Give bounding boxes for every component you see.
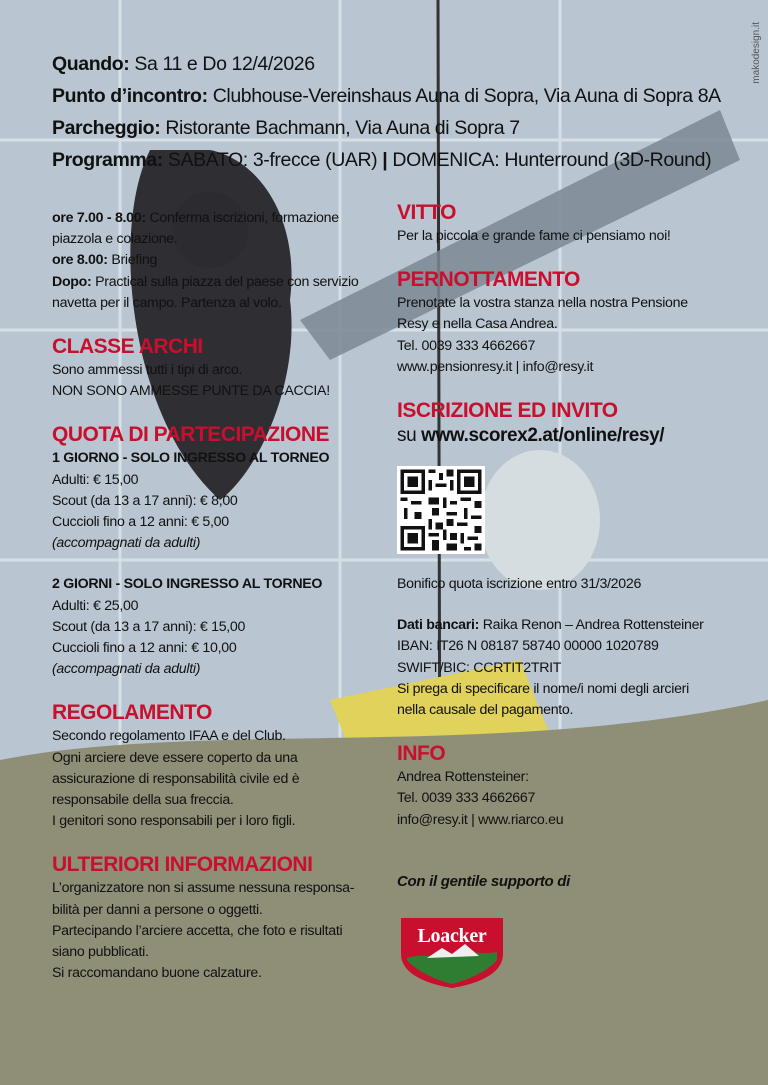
loacker-logo-text: Loacker [417,925,487,948]
when-value: Sa 11 e Do 12/4/2026 [134,53,315,75]
regolamento-line: I genitori sono responsabili per i loro figli. [52,813,296,830]
bonifico-deadline: Bonifico quota iscrizione entro 31/3/2026 [397,576,642,593]
quota-day2-title: 2 GIORNI - SOLO INGRESSO AL TORNEO [52,576,323,593]
meeting-point-line [52,80,721,112]
ulteriori-title: ULTERIORI INFORMAZIONI [52,853,313,877]
designer-credit: makodesign.it [751,22,762,84]
classe-line: NON SONO AMMESSE PUNTE DA CACCIA! [52,383,330,400]
info-name: Andrea Rottensteiner: [397,769,529,786]
bank-details [397,615,727,636]
regolamento-line: responsabile della sua freccia. [52,792,234,809]
info-phone: Tel. 0039 333 4662667 [397,790,536,807]
bank-label: Dati bancari: [397,617,480,634]
schedule [52,208,382,314]
ulteriori-line: L’organizzatore non si assume nessuna responsa- [52,880,355,897]
sponsor-text: Con il gentile supporto di [397,872,571,890]
quota-day2-note: (accompagnati da adulti) [52,661,201,678]
quota-day2-adults: Adulti: € 25,00 [52,597,139,614]
parking-label: Parcheggio: [52,117,161,139]
schedule-text: Conferma iscrizioni, formazione piazzola e colazione. [52,210,339,248]
payment-note: nella causale del pagamento. [397,702,574,719]
schedule-item [52,208,382,250]
loacker-logo [397,914,507,989]
ulteriori-line: siano pubblicati. [52,944,149,961]
quota-day2-scout: Scout (da 13 a 17 anni): € 15,00 [52,618,246,635]
when-line [52,48,692,80]
ulteriori-line: Partecipando l’arciere accetta, che foto e risultati [52,922,343,939]
parking-line [52,112,692,144]
regolamento-line: assicurazione di responsabilità civile ed è [52,770,300,787]
program-label: Programma: [52,149,163,171]
schedule-text: Practical sulla piazza del paese con servizio navetta per il campo. Partenza al volo. [52,273,359,311]
pernottamento-contacts: www.pensionresy.it | info@resy.it [397,358,594,375]
schedule-time: ore 8.00: [52,252,108,269]
pernottamento-title: PERNOTTAMENTO [397,268,580,292]
info-title: INFO [397,742,446,766]
payment-note: Si prega di specificare il nome/i nomi degli arcieri [397,680,689,697]
qr-code-icon[interactable] [397,466,485,554]
vitto-text: Per la piccola e grande fame ci pensiamo noi! [397,228,671,244]
quota-day2-cubs: Cuccioli fino a 12 anni: € 10,00 [52,640,237,657]
quota-day1-title: 1 GIORNO - SOLO INGRESSO AL TORNEO [52,450,330,467]
iban: IBAN: IT26 N 08187 58740 00000 1020789 [397,638,659,655]
event-header [52,48,721,176]
meeting-point-label: Punto d’incontro: [52,85,208,107]
schedule-text: Briefing [111,252,158,269]
quota-day1-note: (accompagnati da adulti) [52,535,201,552]
bank-value: Raika Renon – Andrea Rottensteiner [482,617,704,634]
ulteriori-line: Si raccomandano buone calzature. [52,965,262,982]
meeting-point-value: Clubhouse-Vereinshaus Auna di Sopra, Via Auna di Sopra 8A [212,85,721,107]
schedule-time: Dopo: [52,273,92,290]
iscrizione-title: ISCRIZIONE ED INVITO [397,399,618,423]
registration-url-line [397,424,727,448]
program-line [52,144,712,176]
schedule-item [52,250,382,271]
left-column [52,208,382,984]
schedule-time: ore 7.00 - 8.00: [52,210,146,226]
regolamento-line: Secondo regolamento IFAA e del Club. [52,728,286,745]
registration-url-link[interactable]: www.scorex2.at/online/resy/ [421,425,665,447]
when-label: Quando: [52,53,130,75]
regolamento-title: REGOLAMENTO [52,701,212,725]
parking-value: Ristorante Bachmann, Via Auna di Sopra 7 [165,117,520,139]
registration-prefix: su [397,425,417,447]
pernottamento-phone: Tel. 0039 333 4662667 [397,337,536,354]
classe-line: Sono ammessi tutti i tipi di arco. [52,362,243,379]
vitto-title: VITTO [397,201,456,224]
ulteriori-line: bilità per danni a persone o oggetti. [52,901,263,918]
quota-day1-cubs: Cuccioli fino a 12 anni: € 5,00 [52,514,229,531]
regolamento-line: Ogni arciere deve essere coperto da una [52,749,298,766]
program-separator: | [382,149,388,171]
pernottamento-line: Prenotate la vostra stanza nella nostra Pensione [397,295,688,312]
info-contacts: info@resy.it | www.riarco.eu [397,811,564,828]
schedule-item [52,272,382,314]
right-column [397,200,727,989]
quota-day1-adults: Adulti: € 15,00 [52,471,139,488]
program-sunday: DOMENICA: Hunterround (3D-Round) [392,149,712,171]
pernottamento-line: Resy e nella Casa Andrea. [397,316,558,333]
quota-title: QUOTA DI PARTECIPAZIONE [52,423,330,447]
program-saturday: SABATO: 3-frecce (UAR) [167,149,378,171]
swift: SWIFT/BIC: CCRTIT2TRIT [397,659,562,676]
quota-day1-scout: Scout (da 13 a 17 anni): € 8,00 [52,492,238,509]
classe-archi-title: CLASSE ARCHI [52,335,203,359]
